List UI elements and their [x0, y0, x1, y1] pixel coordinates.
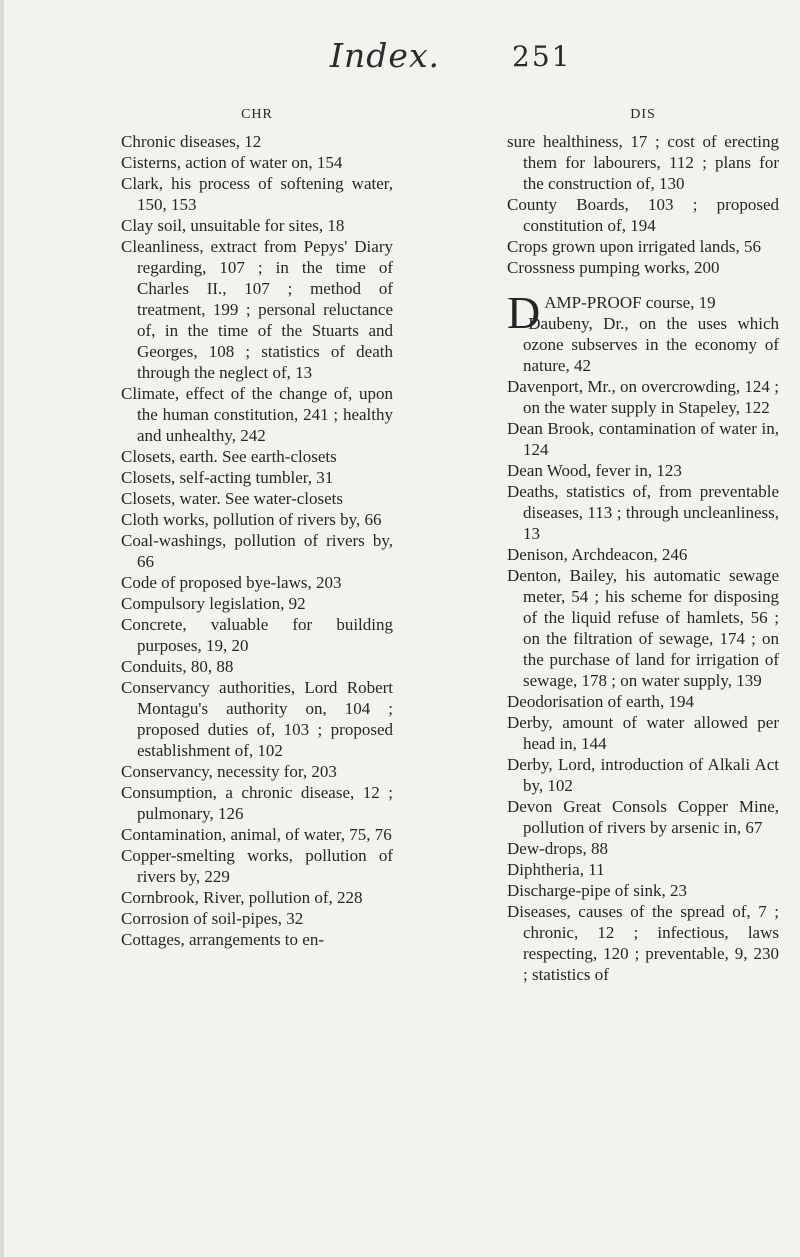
- index-entry: Daubeny, Dr., on the uses which ozone subserves in the economy of nature, 42: [523, 314, 779, 375]
- index-entry: sure healthiness, 17 ; cost of erecting them for labourers, 112 ; plans for the construction of, 130: [507, 132, 779, 193]
- index-entry: Cisterns, action of water on, 154: [121, 153, 343, 172]
- drop-entry-text: AMP-PROOF course, 19: [544, 293, 716, 312]
- index-entry: Crops grown upon irrigated lands, 56: [507, 237, 762, 256]
- right-column: [507, 104, 779, 985]
- left-guide-word: CHR: [241, 107, 273, 122]
- page-edge-shadow: [0, 0, 4, 1257]
- index-entry: Deodorisation of earth, 194: [507, 692, 694, 711]
- index-entry: Corrosion of soil-pipes, 32: [121, 909, 304, 928]
- index-entry: Closets, self-acting tumbler, 31: [121, 468, 334, 487]
- index-entry: Cornbrook, River, pollution of, 228: [121, 888, 363, 907]
- page-number: 251: [512, 40, 572, 73]
- index-entry: Closets, water. See water-closets: [121, 489, 344, 508]
- page-title: Index.: [330, 36, 441, 75]
- index-entry: Cloth works, pollution of rivers by, 66: [121, 510, 382, 529]
- index-entry: Devon Great Consols Copper Mine, pollution of rivers by arsenic in, 67: [507, 797, 779, 837]
- index-entry: Discharge-pipe of sink, 23: [507, 881, 688, 900]
- index-entry: Deaths, statistics of, from preventable diseases, 113 ; through uncleanliness, 13: [507, 482, 779, 543]
- index-entry: Climate, effect of the change of, upon the human constitution, 241 ; healthy and unhealthy, 242: [121, 384, 393, 445]
- index-entry: Conservancy authorities, Lord Robert Montagu's authority on, 104 ; proposed duties of, 103 ; proposed establishment of, 102: [121, 678, 393, 760]
- index-entry: Clark, his process of softening water, 150, 153: [121, 174, 393, 214]
- index-entry: Chronic diseases, 12: [121, 132, 262, 151]
- index-entry: Coal-washings, pollution of rivers by, 66: [121, 531, 393, 571]
- index-entry: Dean Wood, fever in, 123: [507, 461, 682, 480]
- index-entry: Contamination, animal, of water, 75, 76: [121, 825, 392, 844]
- index-entry: Compulsory legislation, 92: [121, 594, 306, 613]
- section-start-entry: [507, 287, 779, 338]
- drop-cap: D: [507, 287, 541, 338]
- index-entry: Conduits, 80, 88: [121, 657, 234, 676]
- index-entry: Closets, earth. See earth-closets: [121, 447, 337, 466]
- index-entry: Denton, Bailey, his automatic sewage meter, 54 ; his scheme for disposing of the liquid refuse of hamlets, 56 ; on the filtration of sewage, 174 ; on the purchase of land for irrigation of sewage, 178 ; on water supply, 139: [507, 566, 779, 690]
- index-entry: Diseases, causes of the spread of, 7 ; chronic, 12 ; infectious, laws respecting, 120 ; preventable, 9, 230 ; statistics of: [507, 902, 779, 984]
- index-entry: Crossness pumping works, 200: [507, 258, 720, 277]
- index-entry: Conservancy, necessity for, 203: [121, 762, 337, 781]
- index-entry: Dean Brook, contamination of water in, 124: [507, 419, 779, 459]
- right-guide-word: DIS: [630, 107, 656, 122]
- index-entry: Denison, Archdeacon, 246: [507, 545, 688, 564]
- index-entry: Concrete, valuable for building purposes, 19, 20: [121, 615, 393, 655]
- index-entry: Consumption, a chronic disease, 12 ; pulmonary, 126: [121, 783, 393, 823]
- index-entry: Code of proposed bye-laws, 203: [121, 573, 342, 592]
- index-entry: Dew-drops, 88: [507, 839, 609, 858]
- page-header: [0, 36, 800, 96]
- index-entry: County Boards, 103 ; proposed constitution of, 194: [507, 195, 779, 235]
- index-entry: Derby, Lord, introduction of Alkali Act by, 102: [507, 755, 779, 795]
- index-entry: Copper-smelting works, pollution of rivers by, 229: [121, 846, 393, 886]
- index-entry: Cottages, arrangements to en-: [121, 930, 324, 949]
- index-entry: Clay soil, unsuitable for sites, 18: [121, 216, 345, 235]
- left-column: [121, 104, 393, 950]
- index-entry: Diphtheria, 11: [507, 860, 605, 879]
- index-entry: Cleanliness, extract from Pepys' Diary regarding, 107 ; in the time of Charles II., 107 ; method of treatment, 199 ; personal reluctance of, in the time of the Stuarts and Georges, 108 ; statistics of death through the neglect of, 13: [121, 237, 393, 382]
- index-entry: Derby, amount of water allowed per head in, 144: [507, 713, 779, 753]
- index-entry: Davenport, Mr., on overcrowding, 124 ; on the water supply in Stapeley, 122: [507, 377, 779, 417]
